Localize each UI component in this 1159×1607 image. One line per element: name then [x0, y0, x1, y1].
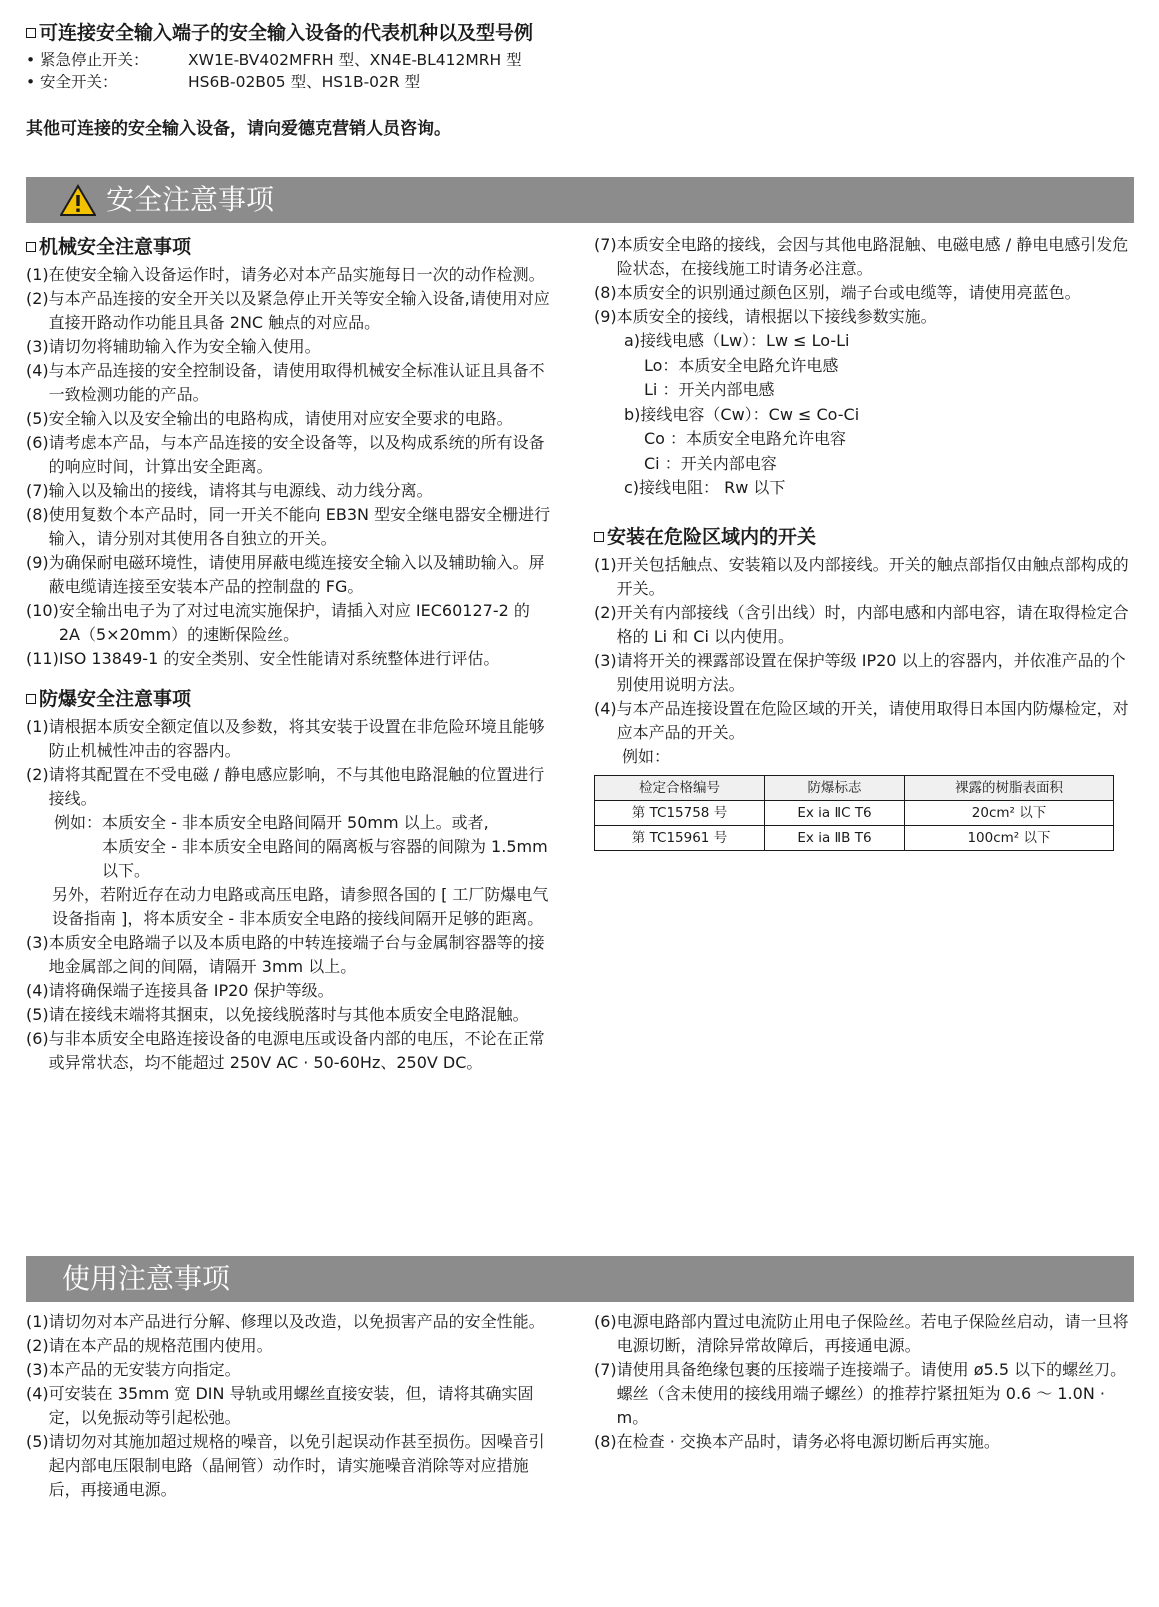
explo-item: (1) 请根据本质安全额定值以及参数，将其安装于设置在非危险环境且能够防止机械性冲击的容器内。	[26, 717, 545, 760]
usage-item: (6) 电源电路部内置过电流防止用电子保险丝。若电子保险丝启动，请一旦将电源切断，清除异常故障后，再接通电源。	[594, 1312, 1129, 1355]
explo-item: (3) 本质安全电路端子以及本质电路的中转连接端子台与金属制容器等的接地金属部之间的间隔，请隔开 3mm 以上。	[26, 933, 545, 976]
square-bullet-icon	[594, 532, 604, 542]
safety-precautions-band	[26, 177, 1134, 223]
hazard-item: (1) 开关包括触点、安装箱以及内部接线。开关的触点部指仅由触点部构成的开关。	[594, 554, 1129, 598]
explo-item: (7) 本质安全电路的接线，会因与其他电路混触、电磁电感 / 静电电感引发危险状态，在接线施工时请务必注意。	[594, 235, 1129, 278]
mech-item: (6) 请考虑本产品，与本产品连接的安全设备等，以及构成系统的所有设备的响应时间，计算出安全距离。	[26, 433, 545, 476]
right-column	[594, 233, 1134, 851]
usage-item: (8) 在检查 · 交换本产品时，请务必将电源切断后再实施。	[594, 1432, 1000, 1451]
usage-item: (3) 本产品的无安装方向指定。	[26, 1360, 241, 1379]
explo-item: (5) 请在接线末端将其捆束，以免接线脱落时与其他本质安全电路混触。	[26, 1005, 529, 1024]
mech-item: (1) 在使安全输入设备运作时，请务必对本产品实施每日一次的动作检测。	[26, 265, 545, 284]
mech-item: (3) 请切勿将辅助输入作为安全输入使用。	[26, 337, 321, 356]
table-row	[595, 825, 1114, 850]
param-line: b)接线电容（Cw）：Cw ≤ Co-Ci	[624, 404, 860, 424]
hazard-area-title: 安装在危险区域内的开关	[594, 523, 1134, 551]
bullet-emergency-stop: • 紧急停止开关： XW1E-BV402MFRH 型、XN4E-BL412MRH 型	[26, 51, 522, 69]
mech-item: (5) 安全输入以及安全输出的电路构成，请使用对应安全要求的电路。	[26, 409, 513, 428]
certification-table	[594, 775, 1114, 851]
param-line: Co ：本质安全电路允许电容	[644, 429, 847, 448]
hazard-item: (3) 请将开关的裸露部设置在保护等级 IP20 以上的容器内，并依准产品的个别使用说明方法。	[594, 650, 1126, 694]
square-bullet-icon	[26, 694, 36, 704]
left-column	[26, 233, 556, 1075]
hazard-item: (2) 开关有内部接线（含引出线）时，内部电感和内部电容，请在取得检定合格的 Li 和 Ci 以内使用。	[594, 602, 1129, 646]
table-cell: 第 TC15961 号	[595, 825, 765, 850]
explo-item: (6) 与非本质安全电路连接设备的电源电压或设备内部的电压，不论在正常或异常状态，均不能超过 250V AC · 50-60Hz、250V DC。	[26, 1029, 545, 1072]
warning-triangle-icon	[60, 184, 96, 216]
table-header-cell: 检定合格编号	[595, 775, 765, 800]
table-row	[595, 800, 1114, 825]
param-line: a)接线电感（Lw）：Lw ≤ Lo-Li	[624, 331, 850, 350]
explo-extra-note: 另外，若附近存在动力电路或高压电路，请参照各国的 [ 工厂防爆电气设备指南 ]，将本质安全 - 非本质安全电路的接线间隔开足够的距离。	[52, 885, 549, 928]
table-header-cell: 裸露的树脂表面积	[905, 775, 1114, 800]
explo-item: (4) 请将确保端子连接具备 IP20 保护等级。	[26, 981, 334, 1000]
explo-item: (8) 本质安全的识别通过颜色区别，端子台或电缆等，请使用亮蓝色。	[594, 283, 1081, 302]
usage-precautions-band	[26, 1256, 1134, 1302]
dot-bullet-icon: •	[26, 51, 36, 69]
mech-item: (11) ISO 13849-1 的安全类别、安全性能请对系统整体进行评估。	[26, 649, 500, 668]
usage-item: (5) 请切勿对其施加超过规格的噪音，以免引起误动作甚至损伤。因噪音引起内部电压限制电路（晶闸管）动作时，请实施噪音消除等对应措施后，再接通电源。	[26, 1432, 545, 1499]
dot-bullet-icon: •	[26, 73, 36, 91]
explosion-safety-title: 防爆安全注意事项	[26, 685, 556, 713]
mech-item: (10) 安全输出电子为了对过电流实施保护，请插入对应 IEC60127-2 的 2A（5×20mm）的速断保险丝。	[26, 601, 530, 644]
explo-item: (2) 请将其配置在不受电磁 / 静电感应影响，不与其他电路混触的位置进行接线。	[26, 765, 545, 808]
example-line: 本质安全 - 非本质安全电路间的隔离板与容器的间隙为 1.5mm 以下。	[102, 837, 548, 880]
table-cell: 20cm² 以下	[905, 800, 1114, 825]
bullet-safety-switch: • 安全开关： HS6B-02B05 型、HS1B-02R 型	[26, 73, 421, 91]
table-header-row	[595, 775, 1114, 800]
safety-band-title: 安全注意事项	[106, 183, 275, 216]
usage-item: (4) 可安装在 35mm 宽 DIN 导轨或用螺丝直接安装，但，请将其确实固定，以免振动等引起松弛。	[26, 1384, 534, 1427]
param-line: Lo：本质安全电路允许电感	[644, 355, 839, 375]
example-line: 本质安全 - 非本质安全电路间隔开 50mm 以上。或者,	[102, 813, 489, 832]
table-cell: Ex ia ⅡB T6	[765, 825, 905, 850]
mech-item: (9) 为确保耐电磁环境性，请使用屏蔽电缆连接安全输入以及辅助输入。屏蔽电缆请连接至安装本产品的控制盘的 FG。	[26, 553, 545, 596]
usage-item: (1) 请切勿对本产品进行分解、修理以及改造，以免损害产品的安全性能。	[26, 1312, 545, 1331]
explo-item: (9) 本质安全的接线，请根据以下接线参数实施。	[594, 307, 937, 326]
table-header-cell: 防爆标志	[765, 775, 905, 800]
table-cell: 第 TC15758 号	[595, 800, 765, 825]
param-line: c)接线电阻： Rw 以下	[624, 478, 786, 497]
consult-note: 其他可连接的安全输入设备，请向爱德克营销人员咨询。	[26, 119, 451, 139]
square-bullet-icon	[26, 242, 36, 252]
usage-right-column	[594, 1310, 1134, 1454]
usage-item: (2) 请在本产品的规格范围内使用。	[26, 1336, 273, 1355]
mech-item: (7) 输入以及输出的接线，请将其与电源线、动力线分离。	[26, 481, 433, 500]
mech-safety-title: 机械安全注意事项	[26, 233, 556, 261]
mech-item: (4) 与本产品连接的安全控制设备，请使用取得机械安全标准认证且具备不一致检测功能的产品。	[26, 361, 545, 404]
explo-example: 例如： 本质安全 - 非本质安全电路间隔开 50mm 以上。或者, 本质安全 - 非本质安全电路间的隔离板与容器的间隙为 1.5mm 以下。	[26, 811, 556, 883]
hazard-item: (4) 与本产品连接设置在危险区域的开关，请使用取得日本国内防爆检定，对应本产品的开关。	[594, 698, 1129, 742]
hazard-example-label: 例如：	[622, 746, 671, 766]
top-heading: 可连接安全输入端子的安全输入设备的代表机种以及型号例	[26, 20, 1126, 46]
param-line: Ci ：开关内部电容	[644, 453, 777, 473]
usage-left-column	[26, 1310, 556, 1502]
mech-item: (2) 与本产品连接的安全开关以及紧急停止开关等安全输入设备,请使用对应直接开路动作功能且具备 2NC 触点的对应品。	[26, 289, 550, 332]
table-cell: 100cm² 以下	[905, 825, 1114, 850]
mech-item: (8) 使用复数个本产品时，同一开关不能向 EB3N 型安全继电器安全栅进行输入，请分别对其使用各自独立的开关。	[26, 505, 551, 548]
square-bullet-icon	[26, 28, 36, 38]
usage-band-title: 使用注意事项	[62, 1262, 231, 1295]
top-block	[26, 20, 1126, 141]
table-cell: Ex ia ⅡC T6	[765, 800, 905, 825]
param-line: Li ：开关内部电感	[644, 380, 775, 399]
usage-item: (7) 请使用具备绝缘包裹的压接端子连接端子。请使用 ø5.5 以下的螺丝刀。螺丝（含未使用的接线用端子螺丝）的推荐拧紧扭矩为 0.6 ～ 1.0N · m。	[594, 1360, 1127, 1427]
